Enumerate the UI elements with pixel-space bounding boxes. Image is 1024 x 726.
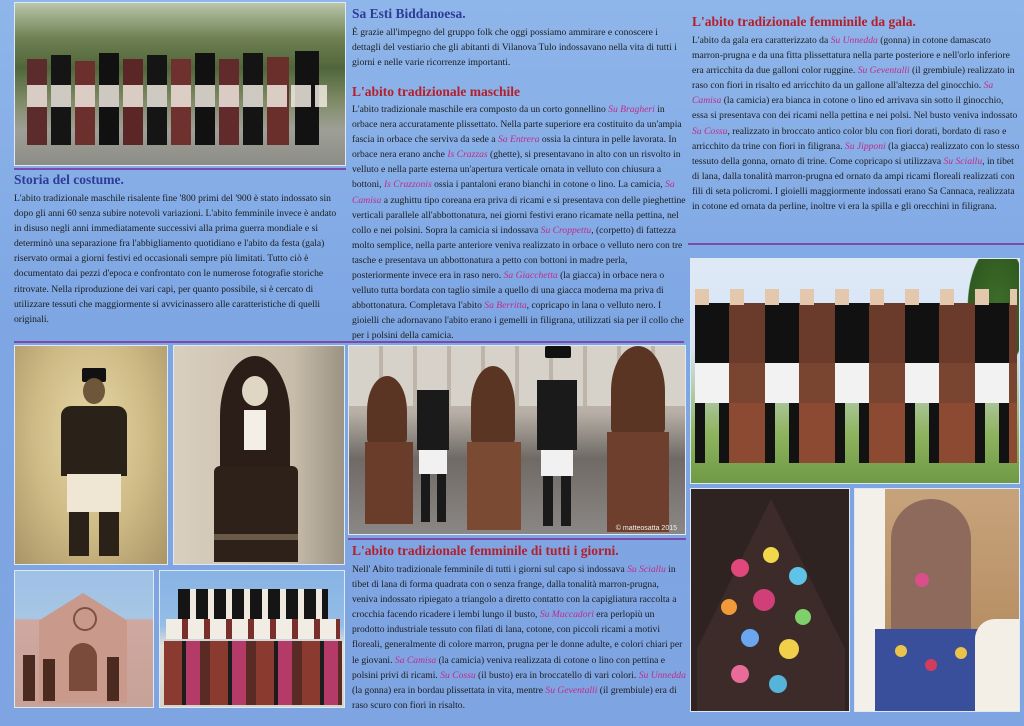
keyword-term: Sa Camisa [352,179,675,206]
group-photo-seated [159,570,345,708]
section-quotidiano-body: Nell' Abito tradizionale femminile di tutti i giorni sul capo si indossava Su Sciallu in tibet di lana di forma quadrata con o senza frange, dalla tonalità marron-prugna, veniva indossato ripiegato a triangolo a diretto contatto con la capigliatura raccolta a crocchia facendo ricadere i lembi lungo il busto, Su Muccadori era perlopiù un prodotto industriale tessuto con filati di lana, cotone, con piccoli ricami a motivi floreali, generalmente di colore marron, prugna per le donne adulte, e colori chiari per le giovani. Sa Camisa (la camicia) veniva realizzata di cotone o lino con pettina e polsini privi di ricami. Su Cossu (il busto) era in broccatello di vari colori. Su Unnedda (la gonna) era in bordau plissettata in vita, mentre Su Geventalli (il grembiule) era di raso scuro con fiori in risalto. [352,564,686,711]
section-gala [692,14,1020,242]
embroidered-shawl-photo [690,488,850,712]
section-esti [352,6,682,86]
divider-left-top [14,168,346,170]
group-photo-right [690,258,1020,484]
keyword-term: Su Sciallu [943,155,983,167]
divider-center-bottom [348,538,686,540]
keyword-term: Sa Entrera [497,134,540,146]
section-gala-body: L'abito da gala era caratterizzato da Su Unnedda (gonna) in cotone damascato marron-prugna e da una fitta plissettatura nella parte posteriore e nell'orlo inferiore era arricchita da due galloni color ruggine. Su Geventalli (il grembiule) realizzato in raso con fiori in risalto ed arricchito da un gallone all'altezza del ginocchio. Sa Camisa (la camicia) era bianca in cotone o lino ed arrivava sin sotto il ginocchio, essa si presentava con dei ricami nella pettina e nei polsi. Nel busto veniva indossato Su Cossu, realizzato in broccato antico color blu con fiori dorati, bordato di raso e arricchito da trine con fiori in filigrana. Su Jipponi (la giacca) realizzato con lo stesso tessuto della gonna, ornato di trine. Come copricapo si utilizzava Su Sciallu, in tibet di lana, dalla tonalità marron-prugna ed ornato da ampi ricami floreali realizzati con fili di seta policromi. I gioielli maggiormente indossati erano Sa Cannaca, realizzata in cotone ed ornata da perline, inoltre vi era la spilla e gli orecchini in filigrana. [692,35,1020,213]
keyword-term: Su Geventalli [857,65,910,77]
section-storia [14,172,346,340]
keyword-term: Su Geventalli [545,684,598,696]
keyword-term: Sa Camisa [394,654,437,666]
keyword-term: Su Muccadori [539,609,594,621]
keyword-term: Su Unnedda [830,35,878,46]
section-maschile-body: L'abito tradizionale maschile era composto da un corto gonnellino Su Bragheri in orbace nera accuratamente plissettato. Nella parte superiore era costituito da un'ampia fascia in orbace che serviva da sede a Sa Entrera ossia la cintura in pelle lavorata. In orbace nera erano anche Is Crazzas (ghette), si presentavano in alto con un risvolto in velluto e nella parte esterna un'apertura verticale ornata in velluto con chiusura a bottoni, Is Crazzonis ossia i pantaloni erano bianchi in cotone o lino. La camicia, Sa Camisa a zughittu tipo coreana era priva di ricami e si presentava con delle pieghettine verticali parallele all'abbottonatura, nei giorni festivi erano ricamate nella pettina, nel collo e nei polsini. Sopra la camicia si indossava Su Croppettu, (corpetto) di fattezza molto semplice, nella parte anteriore veniva realizzato in orbace o velluto nero con tre tasche e presentava un abbottonatura a petto con bottoni in madre perla, posteriormente invece era in raso nero. Sa Giacchetta (la giacca) in orbace nera o velluto tutta bordata con taglio simile a quello di una giacca moderna ma priva di abbottonatura. Completava l'abito Sa Berritta, copricapo in lana o velluto nero. I gioielli che adornavano l'abito erano i gemelli in filigrana, utilizzati sia per il collo che per i polsini della camicia. [352,104,686,342]
keyword-term: Sa Giacchetta [503,270,558,282]
section-maschile [352,84,686,342]
section-storia-body: L'abito tradizionale maschile risalente fine '800 primi del '900 è stato indossato sin dopo gli anni 60 senza subire notevoli variazioni. L'abito femminile invece è andato in disuso negli anni immediatamente successivi alla prima guerra mondiale e si determinò una separazione fra l'abbigliamento quotidiano e l'abito da festa (gala) riservato ormai a giorni festivi ed occasionali sempre più limitati. Tutto ciò è documentato dai pezzi d'epoca e confrontato con le numerose fotografie storiche ritrovate. Nella riproduzione dei vari capi, per quanto possibile, si è cercato di utilizzare tessuti che maggiormente si avvicinassero alle caratteristiche di quelli originali. [14,193,337,325]
keyword-term: Su Cossu [692,125,728,137]
keyword-term: Sa Berritta [484,300,527,312]
headscarf-photo [854,488,1020,712]
divider-right-top [688,243,1024,245]
vintage-photo-man [14,345,168,565]
keyword-term: Su Bragheri [608,104,655,115]
keyword-term: Is Crazzonis [383,179,432,191]
vintage-photo-woman [173,345,345,565]
photo-credit: © matteosatta 2015 [615,525,677,532]
section-storia-title: Storia del costume. [14,172,124,187]
section-quotidiano [352,543,686,723]
church-photo [14,570,154,708]
section-gala-title: L'abito tradizionale femminile da gala. [692,14,916,29]
section-esti-body: È grazie all'impegno del gruppo folk che oggi possiamo ammirare e conoscere i dettagli del vestiario che gli abitanti di Vilanova Tulo indossavano nella vita di tutti i giorni e nelle varie ricorrenze importanti. [352,27,677,69]
keyword-term: Su Jipponi [844,140,886,152]
section-quotidiano-title: L'abito tradizionale femminile di tutti i giorni. [352,543,619,558]
section-maschile-title: L'abito tradizionale maschile [352,84,520,99]
section-esti-title: Sa Esti Biddanoesa. [352,6,466,21]
keyword-term: Sa Camisa [692,80,994,107]
keyword-term: Su Cossu [440,669,476,681]
keyword-term: Su Croppettu [540,224,592,236]
keyword-term: Su Sciallu [627,564,666,575]
parade-photo [348,345,686,535]
keyword-term: Su Unnedda [638,669,686,681]
group-photo-outdoor [14,2,346,166]
divider-left-mid [14,341,684,343]
keyword-term: Is Crazzas [447,149,488,161]
